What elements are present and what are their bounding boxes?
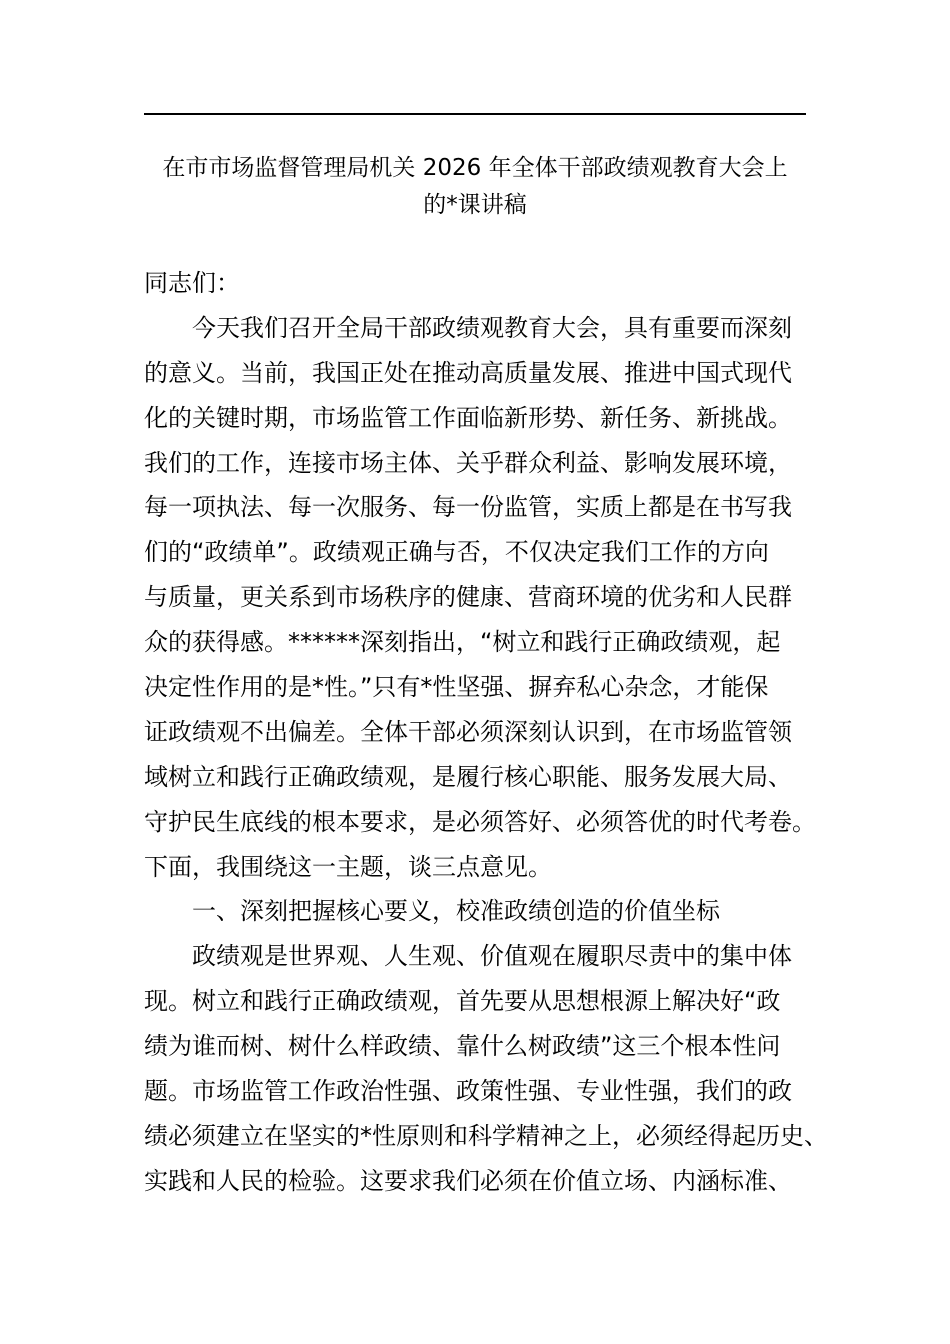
section-heading: 一、深刻把握核心要义，校准政绩创造的价值坐标 (192, 897, 720, 926)
paragraph-line: 守护民生底线的根本要求，是必须答好、必须答优的时代考卷。 (144, 807, 816, 836)
paragraph-line: 现。树立和践行正确政绩观，首先要从思想根源上解决好“政 (144, 987, 781, 1016)
paragraph-line: 域树立和践行正确政绩观，是履行核心职能、服务发展大局、 (144, 762, 792, 791)
paragraph-line: 题。市场监管工作政治性强、政策性强、专业性强，我们的政 (144, 1077, 792, 1106)
header-rule (144, 113, 806, 115)
paragraph-line: 决定性作用的是*性。”只有*性坚强、摒弃私心杂念，才能保 (144, 673, 769, 702)
paragraph-line: 下面，我围绕这一主题，谈三点意见。 (144, 852, 552, 881)
paragraph-line: 每一项执法、每一次服务、每一份监管，实质上都是在书写我 (144, 493, 792, 522)
document-body (144, 261, 844, 1204)
paragraph-line: 实践和人民的检验。这要求我们必须在价值立场、内涵标准、 (144, 1166, 792, 1195)
title-line-2: 的*课讲稿 (423, 192, 527, 218)
paragraph-line: 化的关键时期，市场监管工作面临新形势、新任务、新挑战。 (144, 403, 792, 432)
document-title (144, 150, 806, 224)
paragraph-line: 绩必须建立在坚实的*性原则和科学精神之上，必须经得起历史、 (144, 1121, 828, 1150)
paragraph-line: 今天我们召开全局干部政绩观教育大会，具有重要而深刻 (192, 313, 792, 342)
salutation: 同志们： (144, 269, 240, 297)
paragraph-line: 的意义。当前，我国正处在推动高质量发展、推进中国式现代 (144, 358, 792, 387)
paragraph-line: 与质量，更关系到市场秩序的健康、营商环境的优劣和人民群 (144, 583, 792, 612)
paragraph-line: 证政绩观不出偏差。全体干部必须深刻认识到，在市场监管领 (144, 717, 792, 746)
paragraph-line: 我们的工作，连接市场主体、关乎群众利益、影响发展环境， (144, 448, 792, 477)
title-line-1: 在市市场监督管理局机关 2026 年全体干部政绩观教育大会上 (162, 155, 788, 181)
paragraph-line: 众的获得感。******深刻指出，“树立和践行正确政绩观，起 (144, 628, 781, 657)
paragraph-line: 绩为谁而树、树什么样政绩、靠什么树政绩”这三个根本性问 (144, 1032, 781, 1061)
paragraph-line: 政绩观是世界观、人生观、价值观在履职尽责中的集中体 (192, 942, 792, 971)
paragraph-line: 们的“政绩单”。政绩观正确与否，不仅决定我们工作的方向 (144, 538, 769, 567)
